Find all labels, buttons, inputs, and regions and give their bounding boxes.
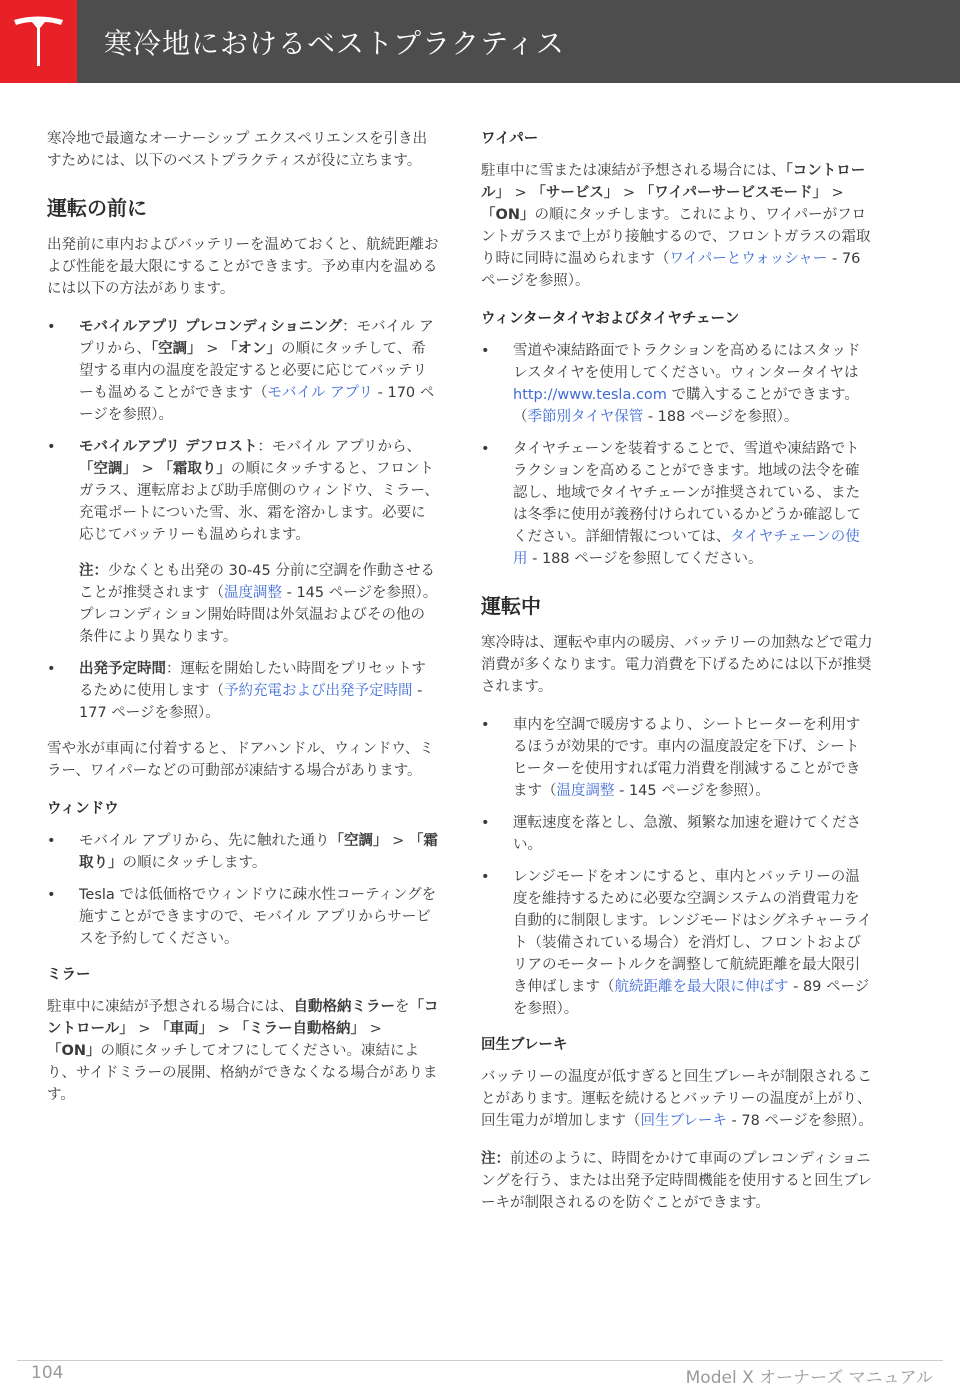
link-tesla-url[interactable]: http://www.tesla.com	[513, 387, 667, 403]
list-item: • モバイルアプリ デフロスト：モバイル アプリから、「空調」 > 「霜取り」の順にタッチすると、フロント ガラス、運転席および助手席側のウィンドウ、ミラー、充電ポートについた雪、氷、霜を溶かします。必要に応じてバッテリーも温められます。	[47, 436, 439, 546]
regen-paragraph: バッテリーの温度が低すぎると回生ブレーキが制限されることがあります。運転を続けるとバッテリーの温度が上がり、回生電力が増加します（回生ブレーキ - 78 ページを参照）。	[481, 1069, 873, 1129]
link-regen-braking[interactable]: 回生ブレーキ	[640, 1113, 727, 1129]
right-column	[481, 128, 873, 1230]
section-heading-driving: 運転中	[481, 594, 541, 618]
bullet: •	[47, 661, 56, 677]
list-item: • 雪道や凍結路面でトラクションを高めるにはスタッドレスタイヤを使用してください。ウィンタータイヤは http://www.tesla.com で購入することができます。（季節別タイヤ保管 - 188 ページを参照）。	[481, 340, 873, 428]
tesla-logo	[0, 0, 77, 83]
term: モバイルアプリ プレコンディショニング	[79, 319, 343, 335]
subheading-mirror: ミラー	[47, 967, 91, 983]
driving-list	[481, 714, 873, 1020]
bullet: •	[481, 815, 490, 831]
precondition-list	[47, 316, 439, 546]
list-item: • 運転速度を落とし、急激、頻繁な加速を避けてください。	[481, 812, 873, 856]
page-footer	[17, 1360, 943, 1397]
note: 注：少なくとも出発の 30-45 分前に空調を作動させることが推奨されます（温度調整 - 145 ページを参照）。プレコンディション開始時間は外気温およびその他の条件により異なります。	[79, 563, 438, 645]
driving-paragraph: 寒冷時は、運転や車内の暖房、バッテリーの加熱などで電力消費が多くなります。電力消費を下げるためには以下が推奨されます。	[481, 635, 873, 695]
link-climate-controls[interactable]: 温度調整	[556, 783, 615, 799]
list-item: • タイヤチェーンを装着することで、雪道や凍結路でトラクションを高めることができます。地域の法令を確認し、地域でタイヤチェーンが推奨されている、または冬季に使用が義務付けられているかどうか確認してください。詳細情報については、タイヤチェーンの使用 - 188 ページを参照してください。	[481, 438, 873, 570]
tire-list	[481, 340, 873, 570]
bullet: •	[481, 343, 490, 359]
list-item: • Tesla では低価格でウィンドウに疎水性コーティングを施すことができますので、モバイル アプリからサービスを予約してください。	[47, 884, 439, 950]
before-driving-paragraph: 出発前に車内およびバッテリーを温めておくと、航続距離および性能を最大限にすることができます。予め車内を温めるには以下の方法があります。	[47, 237, 439, 297]
bullet: •	[481, 717, 490, 733]
list-item: • モバイルアプリ プレコンディショニング：モバイル アプリから、「空調」 > 「オン」の順にタッチして、希望する車内の温度を設定すると必要に応じてバッテリーも温めることができます（モバイル アプリ - 170 ページを参照）。	[47, 316, 439, 426]
window-list	[47, 830, 439, 950]
link-seasonal-tire-storage[interactable]: 季節別タイヤ保管	[527, 409, 644, 425]
list-item: • レンジモードをオンにすると、車内とバッテリーの温度を維持するために必要な空調システムの消費電力を自動的に制限します。レンジモードはシグネチャーライト（装備されている場合）を消灯し、フロントおよびリアのモータートルクを調整して航続距離を最大限引き伸ばします（航続距離を最大限に伸ばす - 89 ページを参照）。	[481, 866, 873, 1020]
page-header	[0, 0, 960, 83]
term: モバイルアプリ デフロスト	[79, 439, 258, 455]
link-maximize-range[interactable]: 航続距離を最大限に伸ばす	[614, 979, 789, 995]
manual-title: Model X オーナーズ マニュアル	[685, 1368, 933, 1388]
link-tire-chains[interactable]: タイヤチェーンの使用	[513, 529, 860, 567]
tesla-t-icon	[12, 14, 65, 69]
bullet: •	[47, 887, 56, 903]
link-climate-controls[interactable]: 温度調整	[224, 585, 282, 601]
link-scheduled-charging[interactable]: 予約充電および出発予定時間	[224, 683, 413, 699]
bullet: •	[47, 833, 56, 849]
bullet: •	[481, 441, 490, 457]
bullet: •	[47, 319, 56, 335]
subheading-tires: ウィンタータイヤおよびタイヤチェーン	[481, 311, 740, 327]
subheading-wiper: ワイパー	[481, 131, 539, 147]
left-column	[47, 128, 439, 1122]
bullet: •	[481, 869, 490, 885]
departure-list	[47, 658, 439, 724]
note: 注：前述のように、時間をかけて車両のプレコンディショニングを行う、または出発予定時間機能を使用すると回生ブレーキが制限されるのを防ぐことができます。	[481, 1151, 872, 1211]
link-wipers[interactable]: ワイパーとウォッシャー	[669, 251, 828, 267]
subheading-regen: 回生ブレーキ	[481, 1037, 568, 1053]
subheading-window: ウィンドウ	[47, 801, 119, 817]
snow-paragraph: 雪や氷が車両に付着すると、ドアハンドル、ウィンドウ、ミラー、ワイパーなどの可動部が凍結する場合があります。	[47, 741, 434, 779]
mirror-paragraph: 駐車中に凍結が予想される場合には、自動格納ミラーを「コントロール」 > 「車両」 > 「ミラー自動格納」 > 「ON」の順にタッチしてオフにしてください。凍結により、サイドミラーの展開、格納ができなくなる場合があります。	[47, 999, 439, 1103]
term: 出発予定時間	[79, 661, 166, 677]
intro-paragraph: 寒冷地で最適なオーナーシップ エクスペリエンスを引き出すためには、以下のベストプラクティスが役に立ちます。	[47, 131, 428, 169]
link-mobile-app[interactable]: モバイル アプリ	[267, 385, 374, 401]
wiper-paragraph: 駐車中に雪または凍結が予想される場合には、「コントロール」 > 「サービス」 > 「ワイパーサービスモード」 > 「ON」の順にタッチします。これにより、ワイパーがフロントガラスまで上がり接触するので、フロントガラスの霜取り時に同時に温められます（ワイパーとウォッシャー - 76 ページを参照）。	[481, 163, 871, 289]
page-title: 寒冷地におけるベストプラクティス	[104, 27, 565, 60]
list-item: • 出発予定時間：運転を開始したい時間をプリセットするために使用します（予約充電および出発予定時間 - 177 ページを参照）。	[47, 658, 439, 724]
section-heading-before-driving: 運転の前に	[47, 196, 147, 220]
list-item: • モバイル アプリから、先に触れた通り「空調」 > 「霜取り」の順にタッチします。	[47, 830, 439, 874]
list-item: • 車内を空調で暖房するより、シートヒーターを利用するほうが効果的です。車内の温度設定を下げ、シートヒーターを使用すれば電力消費を削減することができます（温度調整 - 145 ページを参照）。	[481, 714, 873, 802]
page-number: 104	[31, 1363, 64, 1383]
bullet: •	[47, 439, 56, 455]
